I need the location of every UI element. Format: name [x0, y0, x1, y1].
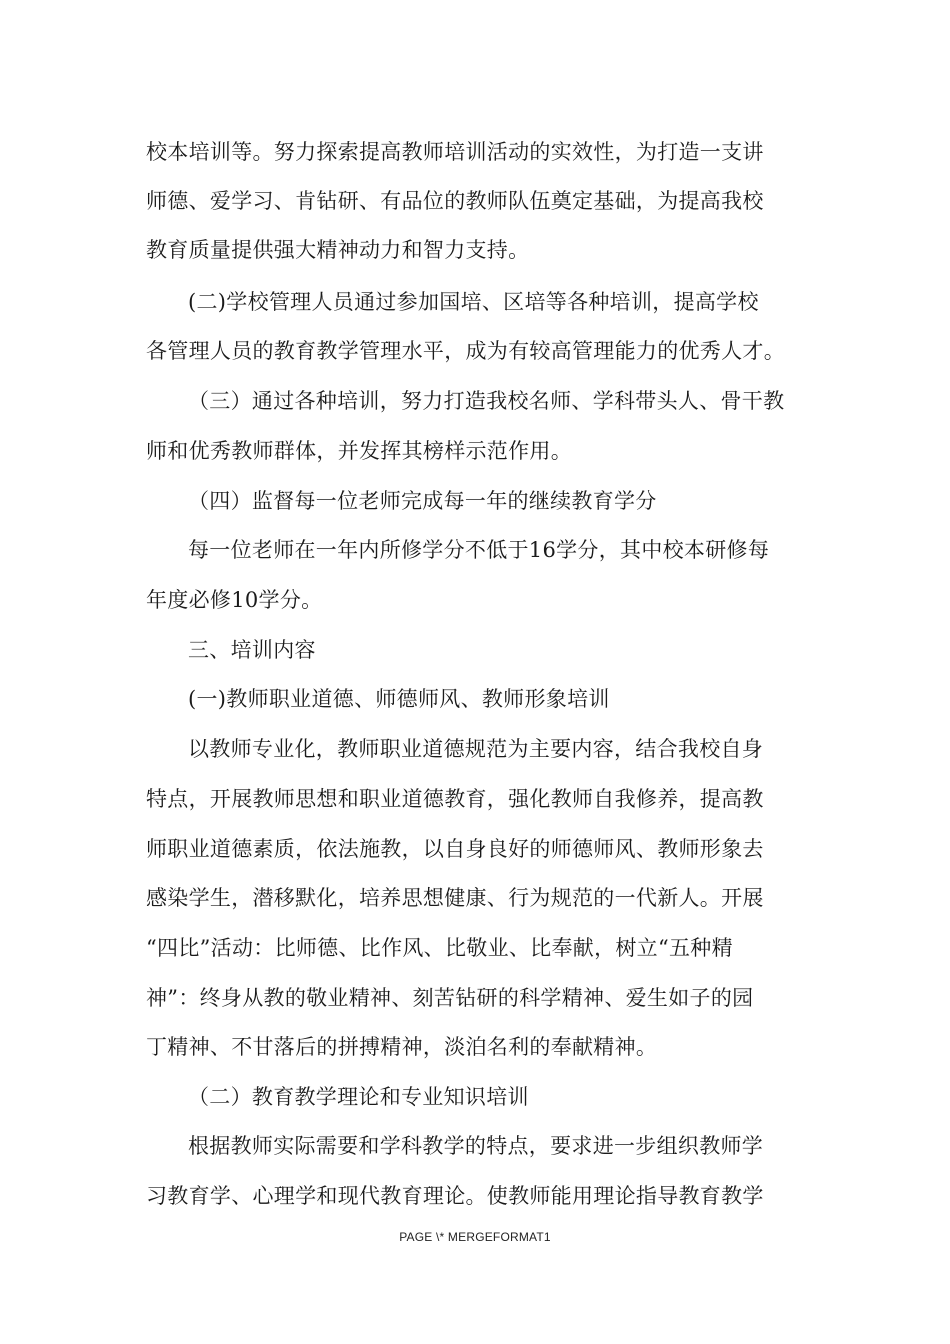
section-heading: 三、培训内容 — [188, 638, 316, 662]
paragraph-line: 师和优秀教师群体，并发挥其榜样示范作用。 — [146, 439, 572, 463]
paragraph-line: 师职业道德素质，依法施教，以自身良好的师德师风、教师形象去 — [146, 837, 764, 861]
paragraph-line: 特点，开展教师思想和职业道德教育，强化教师自我修养，提高教 — [146, 787, 764, 811]
paragraph-line: 神”：终身从教的敬业精神、刻苦钻研的科学精神、爱生如子的园 — [146, 986, 754, 1010]
paragraph-line: 感染学生，潜移默化，培养思想健康、行为规范的一代新人。开展 — [146, 886, 764, 910]
paragraph-line: 年度必修10学分。 — [146, 588, 323, 612]
paragraph-line: “四比”活动：比师德、比作风、比敬业、比奉献，树立“五种精 — [146, 936, 733, 960]
paragraph-line: 以教师专业化，教师职业道德规范为主要内容，结合我校自身 — [188, 737, 764, 761]
paragraph-line: 习教育学、心理学和现代教育理论。使教师能用理论指导教育教学 — [146, 1184, 764, 1208]
paragraph-line: (二)学校管理人员通过参加国培、区培等各种培训，提高学校 — [188, 290, 759, 314]
paragraph-line: 师德、爱学习、肯钻研、有品位的教师队伍奠定基础，为提高我校 — [146, 189, 764, 213]
paragraph-line: （三）通过各种培训，努力打造我校名师、学科带头人、骨干教 — [188, 389, 785, 413]
subsection-heading: (一)教师职业道德、师德师风、教师形象培训 — [188, 687, 610, 711]
paragraph-line: （四）监督每一位老师完成每一年的继续教育学分 — [188, 489, 657, 513]
paragraph-line: 根据教师实际需要和学科教学的特点，要求进一步组织教师学 — [188, 1134, 764, 1158]
paragraph-line: 教育质量提供强大精神动力和智力支持。 — [146, 238, 530, 262]
paragraph-line: 每一位老师在一年内所修学分不低于16学分，其中校本研修每 — [188, 538, 770, 562]
subsection-heading: （二）教育教学理论和专业知识培训 — [188, 1085, 529, 1109]
paragraph-line: 各管理人员的教育教学管理水平，成为有较高管理能力的优秀人才。 — [146, 339, 785, 363]
paragraph-line: 校本培训等。努力探索提高教师培训活动的实效性，为打造一支讲 — [146, 140, 764, 164]
page-footer-field: PAGE \* MERGEFORMAT1 — [399, 1230, 551, 1244]
paragraph-line: 丁精神、不甘落后的拼搏精神，淡泊名利的奉献精神。 — [146, 1035, 658, 1059]
